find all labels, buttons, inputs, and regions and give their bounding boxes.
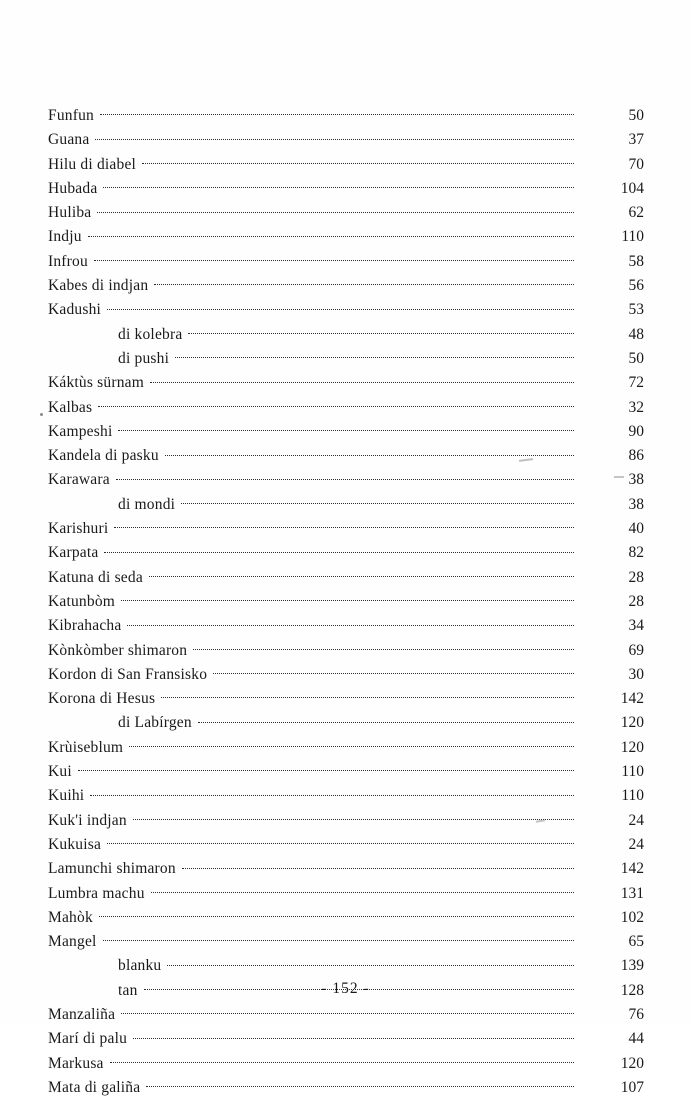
index-entry [48, 711, 644, 735]
index-entry-page: 142 [620, 690, 644, 708]
index-entry-label: Kuk'i indjan [48, 811, 127, 829]
index-entry [48, 396, 644, 420]
index-entry-page: 142 [620, 860, 644, 878]
leader-dots [151, 882, 574, 898]
index-entry-label: Markusa [48, 1054, 104, 1072]
index-entry-label: Kònkòmber shimaron [48, 641, 188, 659]
index-entry-label: Karawara [48, 471, 110, 489]
index-entry-label: di mondi [118, 495, 176, 513]
leader-dots [182, 858, 574, 874]
index-entry-page: 90 [628, 422, 644, 440]
index-entry-page: 76 [628, 1005, 644, 1023]
index-entry-label: Indju [48, 228, 82, 246]
index-entry-label: blanku [118, 957, 162, 975]
index-entry [48, 201, 644, 225]
index-entry-page: 38 [628, 471, 644, 489]
index-entry [48, 347, 644, 371]
index-entry-page: 69 [628, 641, 644, 659]
leader-dots [133, 809, 574, 825]
paper-speck-icon [40, 413, 43, 416]
leader-dots [95, 129, 574, 145]
index-entry [48, 736, 644, 760]
leader-dots [129, 736, 574, 752]
index-entry-label: Kibrahacha [48, 617, 122, 635]
leader-dots [104, 542, 574, 558]
index-entry-label: Katunbòm [48, 592, 116, 610]
index-entry-label: Huliba [48, 204, 92, 222]
index-entry-page: 120 [620, 1054, 644, 1072]
index-entry [48, 566, 644, 590]
index-entry-page: 24 [628, 811, 644, 829]
index-entry [48, 517, 644, 541]
index-entry-page: 104 [620, 179, 644, 197]
index-entry-label: Hubada [48, 179, 98, 197]
leader-dots [107, 833, 574, 849]
index-entry-label: Kadushi [48, 301, 102, 319]
leader-dots [90, 785, 574, 801]
index-entry-label: Mata di galiña [48, 1078, 141, 1096]
leader-dots [150, 372, 574, 388]
index-entry-page: 65 [628, 933, 644, 951]
page-number: - 152 - [321, 980, 370, 997]
index-entry-label: di kolebra [118, 325, 183, 343]
index-entry-label: Kampeshi [48, 422, 113, 440]
index-entry-page: 110 [621, 787, 644, 805]
leader-dots [99, 906, 574, 922]
leader-dots [167, 955, 574, 971]
index-entry-page: 139 [620, 957, 644, 975]
leader-dots [78, 761, 574, 777]
index-entry [48, 590, 644, 614]
index-entry-page: 120 [620, 738, 644, 756]
index-entry-page: 38 [628, 495, 644, 513]
index-entry [48, 614, 644, 638]
index-entry [48, 225, 644, 249]
leader-dots [181, 493, 574, 509]
index-entry-label: Funfun [48, 107, 94, 124]
index-entry-label: Kuihi [48, 787, 85, 805]
index-entry [48, 104, 644, 128]
index-entry-page: 50 [628, 107, 644, 124]
paper-smudge-icon [614, 476, 624, 478]
leader-dots [88, 226, 574, 242]
index-entry-page: 120 [620, 714, 644, 732]
index-entry [48, 250, 644, 274]
leader-dots [188, 323, 574, 339]
index-entry-label: Lamunchi shimaron [48, 860, 176, 878]
leader-dots [149, 566, 574, 582]
leader-dots [165, 445, 574, 461]
leader-dots [161, 688, 574, 704]
index-entry [48, 444, 644, 468]
index-entry [48, 857, 644, 881]
index-entry-label: di pushi [118, 349, 170, 367]
index-entry [48, 639, 644, 663]
leader-dots [100, 105, 574, 121]
index-entry-page: 40 [628, 520, 644, 538]
leader-dots [94, 250, 574, 266]
leader-dots [98, 396, 574, 412]
leader-dots [121, 1003, 574, 1019]
index-entry-label: Manzaliña [48, 1005, 116, 1023]
index-entry [48, 1052, 644, 1076]
index-entry-label: Káktùs sürnam [48, 374, 145, 392]
index-entry-page: 48 [628, 325, 644, 343]
index-entry-page: 131 [620, 884, 644, 902]
index-entry [48, 468, 644, 492]
index-entry-label: Infrou [48, 252, 88, 270]
index-entry-label: Hilu di diabel [48, 155, 137, 173]
index-entry-page: 24 [628, 835, 644, 853]
leader-dots [193, 639, 574, 655]
index-entry [48, 784, 644, 808]
index-entry-page: 70 [628, 155, 644, 173]
index-entry-page: 50 [628, 349, 644, 367]
index-entry-page: 44 [628, 1030, 644, 1048]
leader-dots [133, 1028, 574, 1044]
index-entry [48, 833, 644, 857]
index-entry-label: Karpata [48, 544, 99, 562]
leader-dots [213, 663, 574, 679]
index-entry-label: Kordon di San Fransisko [48, 665, 208, 683]
index-entry-label: di Labírgen [118, 714, 192, 732]
leader-dots [198, 712, 574, 728]
index-entry [48, 663, 644, 687]
index-entry-label: Kabes di indjan [48, 277, 149, 295]
index-entry-label: Karishuri [48, 520, 109, 538]
index-entry-list [48, 104, 644, 1100]
index-entry [48, 371, 644, 395]
index-entry-label: Kandela di pasku [48, 447, 159, 465]
leader-dots [142, 153, 574, 169]
index-entry [48, 153, 644, 177]
index-entry-label: Mangel [48, 933, 97, 951]
index-entry [48, 760, 644, 784]
index-entry-page: 58 [628, 252, 644, 270]
index-entry [48, 298, 644, 322]
leader-dots [110, 1052, 574, 1068]
index-entry-page: 30 [628, 665, 644, 683]
index-entry-page: 72 [628, 374, 644, 392]
index-entry-label: Krùiseblum [48, 738, 124, 756]
leader-dots [107, 299, 574, 315]
leader-dots [97, 202, 574, 218]
index-entry-page: 32 [628, 398, 644, 416]
index-entry [48, 809, 644, 833]
leader-dots [154, 275, 574, 291]
index-entry-page: 34 [628, 617, 644, 635]
index-entry [48, 420, 644, 444]
index-entry-page: 128 [620, 981, 644, 999]
leader-dots [114, 518, 574, 534]
index-entry [48, 930, 644, 954]
index-entry [48, 687, 644, 711]
index-entry [48, 323, 644, 347]
index-entry [48, 1076, 644, 1100]
index-entry-label: Kui [48, 763, 72, 781]
index-entry-page: 82 [628, 544, 644, 562]
index-entry [48, 954, 644, 978]
index-entry-page: 56 [628, 277, 644, 295]
index-entry-label: Lumbra machu [48, 884, 145, 902]
index-entry [48, 906, 644, 930]
index-entry [48, 493, 644, 517]
index-entry-page: 110 [621, 228, 644, 246]
index-entry [48, 128, 644, 152]
leader-dots [121, 590, 574, 606]
index-entry-label: tan [118, 981, 138, 999]
index-entry-label: Kalbas [48, 398, 93, 416]
leader-dots [146, 1076, 574, 1092]
leader-dots [118, 420, 574, 436]
index-entry-page: 110 [621, 763, 644, 781]
index-entry-label: Katuna di seda [48, 568, 143, 586]
index-entry [48, 274, 644, 298]
index-entry-label: Kukuisa [48, 835, 102, 853]
leader-dots [175, 347, 574, 363]
index-entry-label: Mahòk [48, 908, 93, 926]
index-entry-page: 62 [628, 204, 644, 222]
index-entry-page: 28 [628, 592, 644, 610]
index-entry-page: 107 [620, 1078, 644, 1096]
index-entry-page: 86 [628, 447, 644, 465]
index-entry-page: 102 [620, 908, 644, 926]
index-entry-page: 28 [628, 568, 644, 586]
index-entry-label: Marí di palu [48, 1030, 128, 1048]
leader-dots [103, 931, 574, 947]
index-entry [48, 177, 644, 201]
index-entry [48, 1027, 644, 1051]
index-entry [48, 882, 644, 906]
index-entry-page: 53 [628, 301, 644, 319]
leader-dots [127, 615, 574, 631]
leader-dots [116, 469, 574, 485]
index-entry [48, 541, 644, 565]
index-entry-page: 37 [628, 131, 644, 149]
leader-dots [103, 177, 574, 193]
index-entry-label: Guana [48, 131, 90, 149]
index-entry-label: Korona di Hesus [48, 690, 156, 708]
